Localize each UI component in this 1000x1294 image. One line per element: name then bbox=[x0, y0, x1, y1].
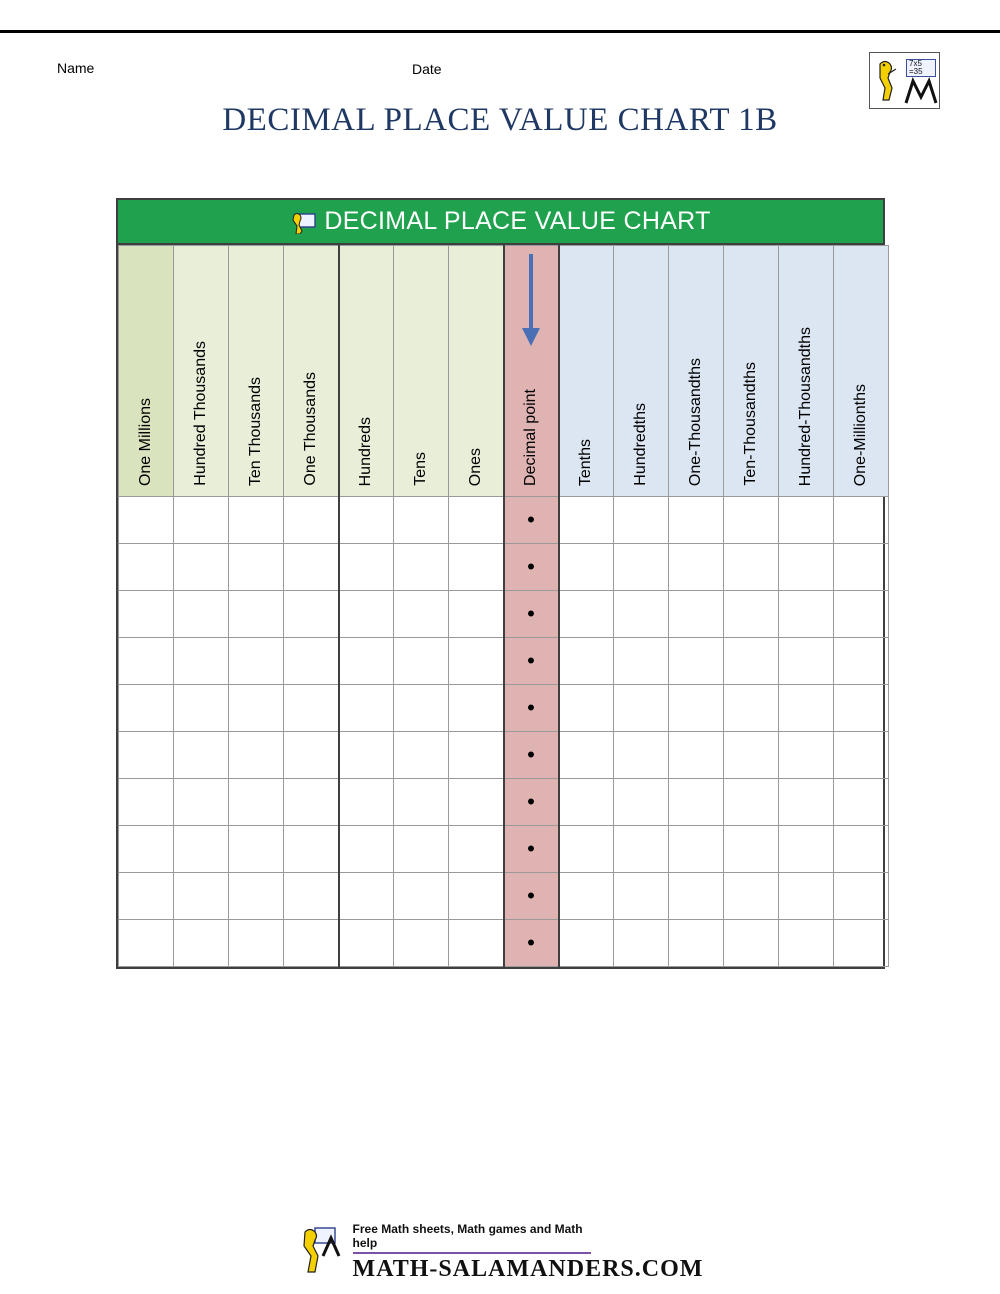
chart-header-title: DECIMAL PLACE VALUE CHART bbox=[324, 207, 711, 235]
digit-cell[interactable] bbox=[559, 544, 614, 591]
digit-cell[interactable] bbox=[779, 685, 834, 732]
digit-cell[interactable] bbox=[119, 873, 174, 920]
digit-cell[interactable] bbox=[394, 591, 449, 638]
digit-cell[interactable] bbox=[669, 638, 724, 685]
digit-cell[interactable] bbox=[614, 685, 669, 732]
digit-cell[interactable] bbox=[394, 544, 449, 591]
digit-cell[interactable] bbox=[834, 873, 889, 920]
digit-cell[interactable] bbox=[779, 873, 834, 920]
digit-cell[interactable] bbox=[229, 826, 284, 873]
column-header-decimal-point bbox=[504, 246, 559, 497]
digit-cell[interactable] bbox=[724, 497, 779, 544]
digit-cell[interactable] bbox=[174, 544, 229, 591]
digit-cell[interactable] bbox=[724, 920, 779, 967]
digit-cell[interactable] bbox=[614, 873, 669, 920]
digit-cell[interactable] bbox=[339, 779, 394, 826]
digit-cell[interactable] bbox=[229, 497, 284, 544]
chart-header bbox=[118, 200, 883, 245]
salamander-icon bbox=[874, 58, 904, 104]
footer-tagline: Free Math sheets, Math games and Math help bbox=[353, 1222, 591, 1254]
digit-cell[interactable] bbox=[339, 826, 394, 873]
digit-cell[interactable] bbox=[284, 544, 339, 591]
digit-cell[interactable] bbox=[394, 638, 449, 685]
digit-cell[interactable] bbox=[119, 826, 174, 873]
digit-cell[interactable] bbox=[559, 591, 614, 638]
table-row bbox=[119, 779, 889, 826]
digit-cell[interactable] bbox=[284, 920, 339, 967]
decimal-point-dot: • bbox=[527, 506, 535, 532]
digit-cell[interactable] bbox=[834, 920, 889, 967]
digit-cell[interactable] bbox=[284, 591, 339, 638]
digit-cell[interactable] bbox=[449, 779, 504, 826]
column-header-one-millionths bbox=[834, 246, 889, 497]
date-label: Date bbox=[412, 61, 442, 77]
digit-cell[interactable] bbox=[614, 638, 669, 685]
column-header-hundred-thousandths bbox=[779, 246, 834, 497]
decimal-point-dot: • bbox=[527, 882, 535, 908]
decimal-point-dot: • bbox=[527, 600, 535, 626]
digit-cell[interactable] bbox=[174, 732, 229, 779]
digit-cell[interactable] bbox=[724, 732, 779, 779]
digit-cell[interactable] bbox=[614, 544, 669, 591]
logo-badge bbox=[906, 59, 936, 77]
column-header-ones bbox=[449, 246, 504, 497]
digit-cell[interactable] bbox=[229, 873, 284, 920]
digit-cell[interactable] bbox=[779, 591, 834, 638]
digit-cell[interactable] bbox=[174, 638, 229, 685]
digit-cell[interactable] bbox=[779, 497, 834, 544]
table-row bbox=[119, 873, 889, 920]
digit-cell[interactable] bbox=[834, 732, 889, 779]
digit-cell[interactable] bbox=[559, 873, 614, 920]
place-value-chart bbox=[116, 198, 885, 969]
digit-cell[interactable] bbox=[394, 497, 449, 544]
digit-cell[interactable] bbox=[229, 591, 284, 638]
place-value-table bbox=[118, 245, 889, 967]
digit-cell[interactable] bbox=[449, 591, 504, 638]
digit-cell[interactable] bbox=[779, 544, 834, 591]
digit-cell[interactable] bbox=[669, 920, 724, 967]
salamander-chalkboard-icon bbox=[290, 212, 316, 234]
digit-cell[interactable] bbox=[174, 873, 229, 920]
digit-cell[interactable] bbox=[119, 779, 174, 826]
digit-cell[interactable] bbox=[669, 826, 724, 873]
logo-badge-line1: 7x5 bbox=[909, 59, 922, 68]
table-row bbox=[119, 826, 889, 873]
digit-cell[interactable] bbox=[724, 779, 779, 826]
digit-cell[interactable] bbox=[724, 873, 779, 920]
digit-cell[interactable] bbox=[229, 732, 284, 779]
digit-cell[interactable] bbox=[229, 544, 284, 591]
digit-cell[interactable] bbox=[559, 920, 614, 967]
digit-cell[interactable] bbox=[559, 497, 614, 544]
table-row bbox=[119, 497, 889, 544]
digit-cell[interactable] bbox=[339, 638, 394, 685]
digit-cell[interactable] bbox=[669, 873, 724, 920]
digit-cell[interactable] bbox=[669, 544, 724, 591]
digit-cell[interactable] bbox=[119, 920, 174, 967]
column-header-one-thousands bbox=[284, 246, 339, 497]
column-header-hundreds bbox=[339, 246, 394, 497]
column-label: One-Millionths bbox=[852, 383, 869, 486]
digit-cell[interactable] bbox=[834, 826, 889, 873]
digit-cell[interactable] bbox=[284, 779, 339, 826]
column-header-one-millions bbox=[119, 246, 174, 497]
decimal-point-dot: • bbox=[527, 647, 535, 673]
column-label: One Thousands bbox=[301, 372, 319, 486]
column-label: Hundred Thousands bbox=[192, 341, 209, 486]
table-row bbox=[119, 732, 889, 779]
digit-cell[interactable] bbox=[229, 779, 284, 826]
column-header-row bbox=[119, 246, 889, 497]
digit-cell[interactable] bbox=[284, 685, 339, 732]
footer-domain: MATH-SALAMANDERS.COM bbox=[352, 1256, 704, 1282]
column-label: Tens bbox=[412, 452, 429, 486]
decimal-point-dot: • bbox=[527, 835, 535, 861]
digit-cell[interactable] bbox=[284, 638, 339, 685]
brand-logo bbox=[869, 52, 940, 109]
digit-cell[interactable] bbox=[119, 685, 174, 732]
page-title: DECIMAL PLACE VALUE CHART 1B bbox=[222, 102, 778, 138]
decimal-point-cell bbox=[504, 920, 559, 967]
digit-cell[interactable] bbox=[394, 732, 449, 779]
decimal-point-cell bbox=[504, 638, 559, 685]
decimal-point-cell bbox=[504, 685, 559, 732]
digit-cell[interactable] bbox=[779, 779, 834, 826]
decimal-point-cell bbox=[504, 779, 559, 826]
digit-cell[interactable] bbox=[779, 920, 834, 967]
digit-cell[interactable] bbox=[724, 544, 779, 591]
digit-cell[interactable] bbox=[339, 873, 394, 920]
digit-cell[interactable] bbox=[119, 638, 174, 685]
digit-cell[interactable] bbox=[394, 779, 449, 826]
digit-cell[interactable] bbox=[614, 732, 669, 779]
decimal-point-dot: • bbox=[527, 788, 535, 814]
digit-cell[interactable] bbox=[229, 638, 284, 685]
digit-cell[interactable] bbox=[284, 732, 339, 779]
digit-cell[interactable] bbox=[394, 826, 449, 873]
decimal-point-cell bbox=[504, 732, 559, 779]
digit-cell[interactable] bbox=[449, 826, 504, 873]
column-header-ten-thousandths bbox=[724, 246, 779, 497]
decimal-point-dot: • bbox=[527, 694, 535, 720]
digit-cell[interactable] bbox=[669, 497, 724, 544]
digit-cell[interactable] bbox=[339, 497, 394, 544]
table-row bbox=[119, 685, 889, 732]
digit-cell[interactable] bbox=[394, 920, 449, 967]
digit-cell[interactable] bbox=[724, 826, 779, 873]
digit-cell[interactable] bbox=[834, 591, 889, 638]
digit-cell[interactable] bbox=[834, 779, 889, 826]
decimal-point-cell bbox=[504, 544, 559, 591]
digit-cell[interactable] bbox=[174, 826, 229, 873]
digit-cell[interactable] bbox=[119, 544, 174, 591]
logo-badge-line2: =35 bbox=[909, 67, 923, 76]
digit-cell[interactable] bbox=[614, 779, 669, 826]
digit-cell[interactable] bbox=[394, 873, 449, 920]
column-label: One Millions bbox=[137, 397, 154, 486]
decimal-point-dot: • bbox=[527, 929, 535, 955]
column-label: Tenths bbox=[577, 438, 595, 486]
column-header-tenths bbox=[559, 246, 614, 497]
digit-cell[interactable] bbox=[669, 779, 724, 826]
digit-cell[interactable] bbox=[119, 497, 174, 544]
decimal-point-dot: • bbox=[527, 553, 535, 579]
digit-cell[interactable] bbox=[119, 591, 174, 638]
column-label: Hundreds bbox=[357, 416, 375, 486]
decimal-point-cell bbox=[504, 497, 559, 544]
column-label: Ones bbox=[466, 447, 484, 486]
column-label: Hundredths bbox=[632, 403, 649, 486]
salamander-icon bbox=[297, 1226, 345, 1278]
name-label: Name bbox=[57, 60, 95, 76]
digit-cell[interactable] bbox=[669, 732, 724, 779]
digit-cell[interactable] bbox=[174, 497, 229, 544]
digit-cell[interactable] bbox=[559, 638, 614, 685]
digit-cell[interactable] bbox=[559, 779, 614, 826]
digit-cell[interactable] bbox=[724, 591, 779, 638]
digit-cell[interactable] bbox=[174, 920, 229, 967]
digit-cell[interactable] bbox=[614, 920, 669, 967]
down-arrow-icon bbox=[522, 254, 540, 349]
table-row bbox=[119, 591, 889, 638]
column-header-one-thousandths bbox=[669, 246, 724, 497]
digit-cell[interactable] bbox=[339, 920, 394, 967]
digit-cell[interactable] bbox=[449, 685, 504, 732]
digit-cell[interactable] bbox=[449, 920, 504, 967]
digit-cell[interactable] bbox=[834, 497, 889, 544]
digit-cell[interactable] bbox=[834, 544, 889, 591]
digit-cell[interactable] bbox=[174, 685, 229, 732]
digit-cell[interactable] bbox=[669, 685, 724, 732]
column-header-hundred-thousands bbox=[174, 246, 229, 497]
chart-rows bbox=[119, 497, 889, 967]
column-label: Ten Thousands bbox=[247, 376, 264, 486]
digit-cell[interactable] bbox=[339, 732, 394, 779]
digit-cell[interactable] bbox=[284, 873, 339, 920]
digit-cell[interactable] bbox=[724, 638, 779, 685]
digit-cell[interactable] bbox=[339, 685, 394, 732]
digit-cell[interactable] bbox=[284, 826, 339, 873]
digit-cell[interactable] bbox=[449, 544, 504, 591]
digit-cell[interactable] bbox=[284, 497, 339, 544]
table-row bbox=[119, 544, 889, 591]
digit-cell[interactable] bbox=[394, 685, 449, 732]
digit-cell[interactable] bbox=[174, 591, 229, 638]
digit-cell[interactable] bbox=[449, 497, 504, 544]
digit-cell[interactable] bbox=[834, 638, 889, 685]
column-label: Decimal point bbox=[522, 389, 539, 486]
decimal-point-cell bbox=[504, 591, 559, 638]
column-label: Hundred-Thousandths bbox=[797, 326, 814, 486]
footer bbox=[0, 1222, 1000, 1283]
digit-cell[interactable] bbox=[559, 685, 614, 732]
digit-cell[interactable] bbox=[779, 638, 834, 685]
digit-cell[interactable] bbox=[779, 826, 834, 873]
digit-cell[interactable] bbox=[614, 591, 669, 638]
digit-cell[interactable] bbox=[614, 826, 669, 873]
column-label: One-Thousandths bbox=[687, 357, 704, 486]
decimal-point-cell bbox=[504, 826, 559, 873]
digit-cell[interactable] bbox=[339, 544, 394, 591]
digit-cell[interactable] bbox=[559, 732, 614, 779]
digit-cell[interactable] bbox=[779, 732, 834, 779]
digit-cell[interactable] bbox=[119, 732, 174, 779]
decimal-point-cell bbox=[504, 873, 559, 920]
column-header-hundredths bbox=[614, 246, 669, 497]
column-header-tens bbox=[394, 246, 449, 497]
digit-cell[interactable] bbox=[229, 685, 284, 732]
top-divider bbox=[0, 30, 1000, 33]
decimal-point-dot: • bbox=[527, 741, 535, 767]
digit-cell[interactable] bbox=[339, 591, 394, 638]
digit-cell[interactable] bbox=[229, 920, 284, 967]
column-header-ten-thousands bbox=[229, 246, 284, 497]
digit-cell[interactable] bbox=[724, 685, 779, 732]
digit-cell[interactable] bbox=[174, 779, 229, 826]
table-row bbox=[119, 638, 889, 685]
digit-cell[interactable] bbox=[449, 732, 504, 779]
digit-cell[interactable] bbox=[669, 591, 724, 638]
m-logo-icon bbox=[904, 77, 938, 105]
digit-cell[interactable] bbox=[614, 497, 669, 544]
digit-cell[interactable] bbox=[449, 638, 504, 685]
column-label: Ten-Thousandths bbox=[742, 362, 759, 486]
table-row bbox=[119, 920, 889, 967]
digit-cell[interactable] bbox=[559, 826, 614, 873]
digit-cell[interactable] bbox=[449, 873, 504, 920]
digit-cell[interactable] bbox=[834, 685, 889, 732]
